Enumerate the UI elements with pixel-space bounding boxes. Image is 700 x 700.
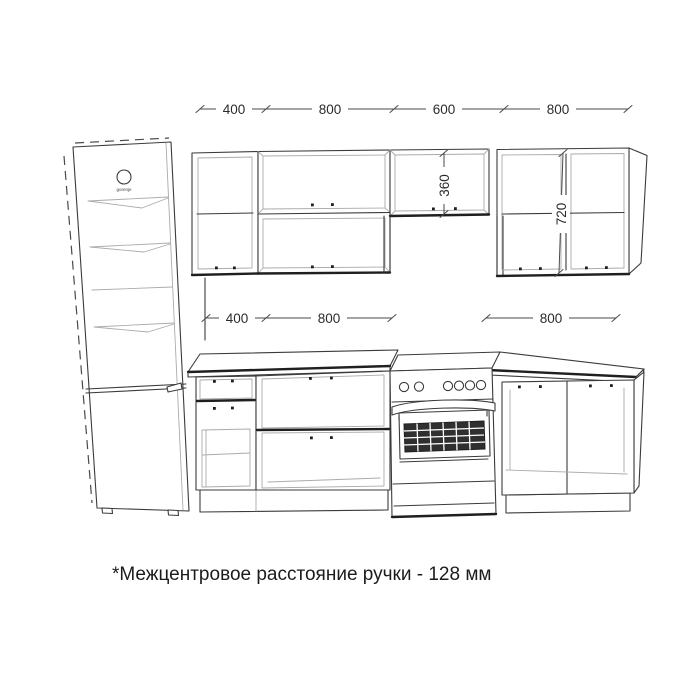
brand-logo-text: gorenje <box>116 187 132 192</box>
fridge-body <box>73 142 189 511</box>
handle-dot <box>331 265 334 268</box>
handle-dot <box>331 203 334 206</box>
handle-dot <box>585 267 588 270</box>
control-knob <box>465 381 474 390</box>
stove <box>390 352 500 517</box>
handle-distance-note: *Межцентровое расстояние ручки - 128 мм <box>112 564 492 585</box>
refrigerator <box>64 138 189 516</box>
upper-cabinets <box>192 148 647 340</box>
plinth-left <box>200 488 388 512</box>
upper-cabinet-800-left <box>258 150 390 274</box>
handle-dot <box>309 377 312 380</box>
dimension-line-middle <box>202 310 620 326</box>
handle-dot <box>213 380 216 383</box>
handle-dot <box>213 407 216 410</box>
fridge-foot <box>102 508 113 514</box>
plinth-right <box>506 493 630 513</box>
fridge-hidden-top-edge <box>75 138 169 143</box>
burner-dial <box>414 382 423 391</box>
handle-dot <box>231 380 234 383</box>
burner-dial <box>399 382 408 391</box>
cabinet-bottom-edge <box>390 215 489 217</box>
cabinet-bottom-edge <box>258 273 390 274</box>
dim-mid-400: 400 <box>225 311 249 326</box>
dim-mid-800: 800 <box>317 311 341 326</box>
cabinet-side-panel <box>629 148 647 274</box>
dim-top-400: 400 <box>222 102 246 117</box>
handle-dot <box>330 377 333 380</box>
handle-dot <box>311 266 314 269</box>
dim-top-800: 800 <box>318 102 342 117</box>
dim-top-600: 600 <box>432 102 456 117</box>
cabinet-carcass <box>196 376 256 490</box>
handle-dot <box>330 436 333 439</box>
base-cabinet-400 <box>196 376 256 490</box>
handle-dot <box>454 207 457 210</box>
handle-dot <box>539 267 542 270</box>
cabinet-side-panel <box>634 372 644 493</box>
handle-dot <box>311 204 314 207</box>
handle-dot <box>605 266 608 269</box>
handle-dot <box>231 407 234 410</box>
handle-dot <box>519 268 522 271</box>
dim-height-360: 360 <box>437 174 452 197</box>
handle-dot <box>518 386 521 389</box>
handle-dot <box>233 267 236 270</box>
countertop-right <box>488 352 644 382</box>
base-cabinet-800 <box>256 371 390 490</box>
handle-dot <box>589 385 592 388</box>
handle-dot <box>432 208 435 211</box>
handle-dot <box>539 385 542 388</box>
dim-height-720: 720 <box>554 202 569 226</box>
cabinet-carcass <box>502 380 634 495</box>
control-knob <box>443 381 452 390</box>
dim-mid-800b: 800 <box>539 311 563 326</box>
control-knob <box>476 380 485 389</box>
handle-dot <box>215 267 218 270</box>
base-cabinet-800-right <box>502 372 644 495</box>
dimension-line-top <box>196 101 632 117</box>
cabinet-bottom-edge <box>192 274 258 276</box>
handle-dot <box>310 437 313 440</box>
handle-dot <box>610 384 613 387</box>
drawer-split-edge <box>257 429 389 430</box>
cabinet-carcass <box>258 150 390 274</box>
upper-cabinet-800-right <box>497 148 647 276</box>
control-knob <box>454 381 463 390</box>
fridge-foot <box>168 510 179 516</box>
drawer-split-edge <box>197 400 255 401</box>
dim-top-800b: 800 <box>546 102 570 117</box>
